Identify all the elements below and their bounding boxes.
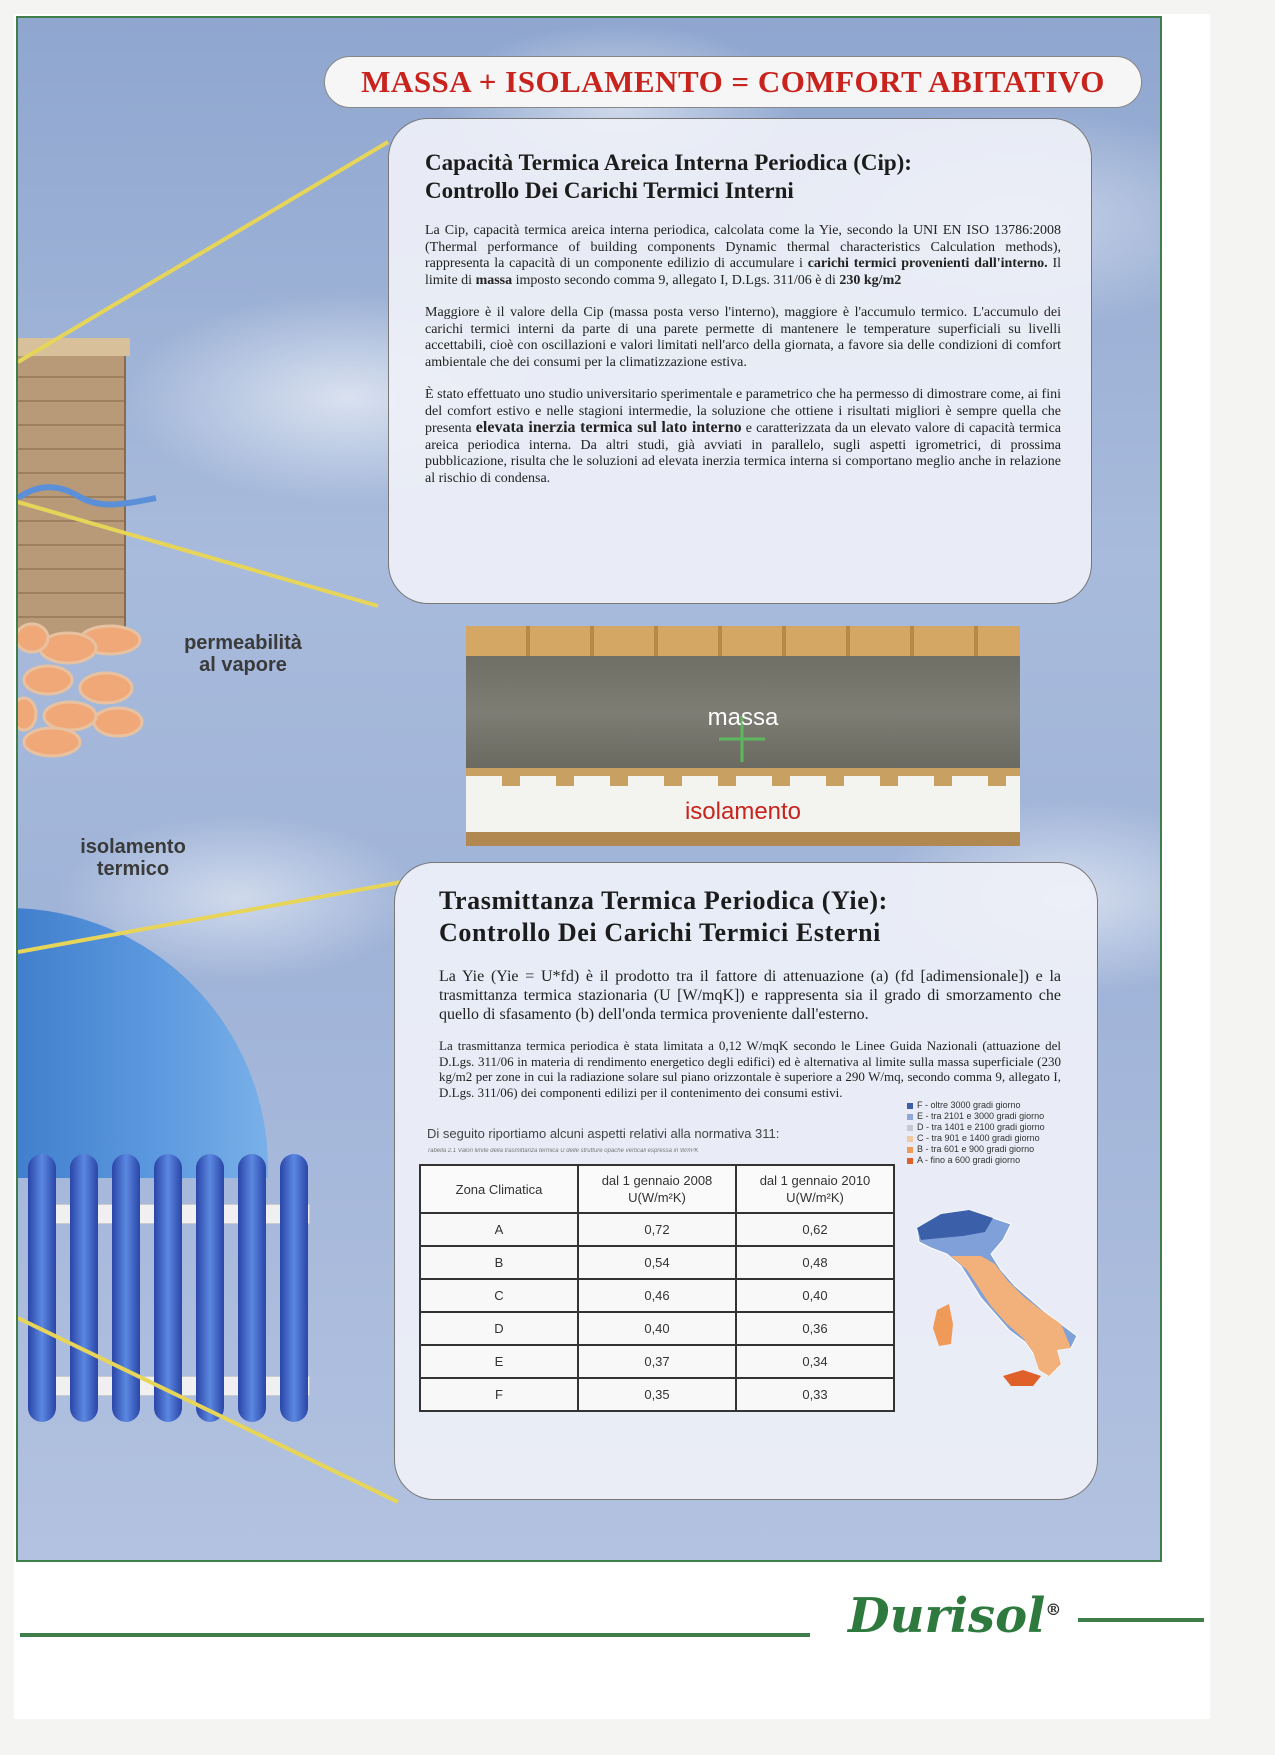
content-panel bbox=[16, 16, 1162, 1562]
table-header: dal 1 gennaio 2008 U(W/m²K) bbox=[578, 1165, 736, 1213]
table-row bbox=[420, 1312, 894, 1345]
legend-item: F - oltre 3000 gradi giorno bbox=[907, 1100, 1045, 1111]
table-cell: E bbox=[420, 1345, 578, 1378]
wall-section-photo bbox=[466, 626, 1020, 846]
table-row bbox=[420, 1378, 894, 1411]
page-title: MASSA + ISOLAMENTO = COMFORT ABITATIVO bbox=[361, 64, 1105, 99]
table-intro: Di seguito riportiamo alcuni aspetti relativi alla normativa 311: bbox=[427, 1126, 780, 1141]
table-cell: 0,72 bbox=[578, 1213, 736, 1246]
table-cell: 0,34 bbox=[736, 1345, 894, 1378]
table-cell: 0,40 bbox=[578, 1312, 736, 1345]
table-cell: D bbox=[420, 1312, 578, 1345]
table-cell: 0,46 bbox=[578, 1279, 736, 1312]
legend-item: A - fino a 600 gradi giorno bbox=[907, 1155, 1045, 1166]
u-limits-table bbox=[419, 1164, 895, 1412]
italy-climate-map bbox=[911, 1200, 1091, 1390]
table-cell: 0,37 bbox=[578, 1345, 736, 1378]
climate-zone-legend bbox=[907, 1100, 1045, 1166]
legend-item: B - tra 601 e 900 gradi giorno bbox=[907, 1144, 1045, 1155]
cip-title: Capacità Termica Areica Interna Periodica (Cip): Controllo Dei Carichi Termici Interni bbox=[425, 150, 912, 203]
table-cell: F bbox=[420, 1378, 578, 1411]
table-header: dal 1 gennaio 2010 U(W/m²K) bbox=[736, 1165, 894, 1213]
cip-paragraph-1: La Cip, capacità termica areica interna periodica, calcolata come la Yie, secondo la UNI EN ISO 13786:2008 (Thermal performance of building components Dynamic thermal characteristics Calculation methods), rappresenta la capacità di un componente edilizio di accumulare i carichi termici provenienti dall'interno. Il limite di massa imposto secondo comma 9, allegato I, D.Lgs. 311/06 è di 230 kg/m2 bbox=[425, 223, 1061, 288]
yie-paragraph-2: La trasmittanza termica periodica è stata limitata a 0,12 W/mqK secondo le Linee Guida Nazionali (attuazione del D.Lgs. 311/06 in materia di rendimento energetico degli edifici) ed è alternativa al limite sulla massa superficiale (230 kg/m2 per zone in cui la radiazione solare sul piano orizzontale è superiore a 290 W/mq, secondo comma 9, allegato I, D.Lgs. 311/06) dei componenti edilizi per il contenimento dei consumi estivi. bbox=[439, 1038, 1061, 1100]
insulation-label: isolamento termico bbox=[80, 836, 186, 880]
table-caption: Tabella 2.1 Valori limite della trasmittanza termica U delle strutture opache verticali espressa in W/m²K bbox=[427, 1148, 699, 1154]
yie-title: Trasmittanza Termica Periodica (Yie): Controllo Dei Carichi Termici Esterni bbox=[439, 886, 888, 947]
legend-item: D - tra 1401 e 2100 gradi giorno bbox=[907, 1122, 1045, 1133]
brochure-page bbox=[14, 14, 1210, 1719]
table-cell: C bbox=[420, 1279, 578, 1312]
table-cell: A bbox=[420, 1213, 578, 1246]
photo-label-isolamento: isolamento bbox=[684, 798, 802, 825]
table-cell: 0,35 bbox=[578, 1378, 736, 1411]
yie-paragraph-1: La Yie (Yie = U*fd) è il prodotto tra il fattore di attenuazione (a) (fd [adimensionale]) e la trasmittanza termica stazionaria (U [W/mqK]) e rappresenta sia il grado di smorzamento che quello di sfasamento (b) dell'onda termica proveniente dall'esterno. bbox=[439, 968, 1061, 1023]
table-cell: 0,48 bbox=[736, 1246, 894, 1279]
table-row bbox=[420, 1246, 894, 1279]
table-row bbox=[420, 1345, 894, 1378]
permeability-label: permeabilità al vapore bbox=[184, 632, 302, 676]
pointer-lines bbox=[18, 18, 438, 1538]
table-cell: 0,40 bbox=[736, 1279, 894, 1312]
table-cell: 0,62 bbox=[736, 1213, 894, 1246]
cip-paragraph-2: Maggiore è il valore della Cip (massa posta verso l'interno), maggiore è l'accumulo termico. L'accumulo dei carichi termici interni da parte di una parete permette di mantenere le temperature superficiali su livelli accettabili, cioè con oscillazioni e valori limitati nell'arco della giornata, a favore sia delle condizioni di comfort ambientale che dei consumi per la climatizzazione estiva. bbox=[425, 305, 1061, 370]
table-header: Zona Climatica bbox=[420, 1165, 578, 1213]
cip-paragraph-3: È stato effettuato uno studio universitario sperimentale e parametrico che ha permesso di dimostrare come, ai fini del comfort estivo e nelle stagioni intermedie, la soluzione che ottiene i risultati migliori è sempre quella che presenta elevata inerzia termica sul lato interno e caratterizzata da un elevato valore di capacità termica areica periodica interna. Da altri studi, già avviati in parallelo, sugli aspetti igrometrici, di prossima pubblicazione, risulta che le soluzioni ad elevata inerzia termica interna si comportano meglio anche in relazione al rischio di condensa. bbox=[425, 387, 1061, 486]
yie-card bbox=[394, 862, 1098, 1500]
table-row bbox=[420, 1279, 894, 1312]
photo-label-massa: massa bbox=[707, 704, 779, 731]
footer-rule-left bbox=[20, 1633, 810, 1637]
cip-card bbox=[388, 118, 1092, 604]
table-cell: 0,33 bbox=[736, 1378, 894, 1411]
legend-item: E - tra 2101 e 3000 gradi giorno bbox=[907, 1111, 1045, 1122]
table-header-row bbox=[420, 1165, 894, 1213]
footer-rule-right bbox=[1078, 1618, 1204, 1622]
table-cell: 0,36 bbox=[736, 1312, 894, 1345]
durisol-logo: Durisol® bbox=[848, 1588, 1062, 1644]
header-banner bbox=[324, 56, 1142, 108]
table-cell: B bbox=[420, 1246, 578, 1279]
table-row bbox=[420, 1213, 894, 1246]
legend-item: C - tra 901 e 1400 gradi giorno bbox=[907, 1133, 1045, 1144]
table-cell: 0,54 bbox=[578, 1246, 736, 1279]
